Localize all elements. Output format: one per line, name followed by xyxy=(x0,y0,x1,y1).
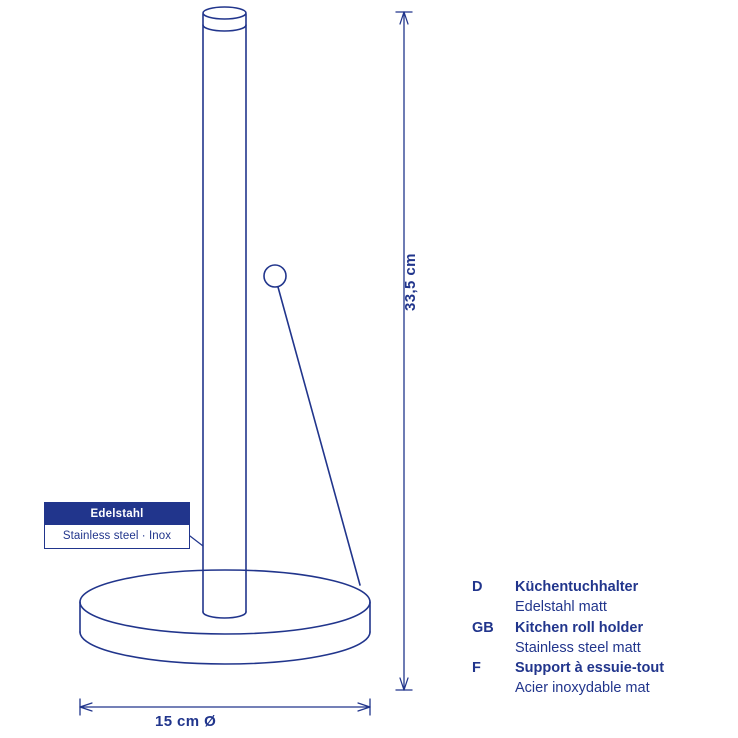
legend-text-d xyxy=(515,578,722,618)
height-dimension-label: 33,5 cm xyxy=(402,253,419,311)
legend-code-gb: GB xyxy=(472,619,494,636)
legend-title-f: Support à essuie-tout xyxy=(515,660,665,677)
material-badge-subtitle: Stainless steel · Inox xyxy=(45,525,189,547)
legend-code-d: D xyxy=(472,579,483,595)
legend-row xyxy=(472,578,722,618)
width-dimension xyxy=(80,699,370,715)
height-dimension xyxy=(396,12,412,690)
width-dimension-label: 15 cm Ø xyxy=(155,713,217,730)
legend-code-f: F xyxy=(472,660,481,677)
legend-text-f xyxy=(515,659,722,699)
arm-line xyxy=(278,287,360,585)
legend-row xyxy=(472,659,722,699)
knob-circle xyxy=(264,265,286,287)
legend-text-gb xyxy=(515,619,722,659)
legend-subtitle-f: Acier inoxydable mat xyxy=(515,680,650,697)
language-legend xyxy=(472,578,722,700)
legend-title-d: Küchentuchhalter xyxy=(515,579,639,595)
material-badge-title: Edelstahl xyxy=(45,503,189,525)
legend-subtitle-d: Edelstahl matt xyxy=(515,598,607,615)
badge-leader xyxy=(190,536,203,546)
legend-subtitle-gb: Stainless steel matt xyxy=(515,639,641,656)
legend-title-gb: Kitchen roll holder xyxy=(515,619,644,636)
legend-row xyxy=(472,619,722,659)
post-shape xyxy=(203,7,246,618)
material-badge xyxy=(44,502,190,549)
base-disc xyxy=(80,570,370,664)
